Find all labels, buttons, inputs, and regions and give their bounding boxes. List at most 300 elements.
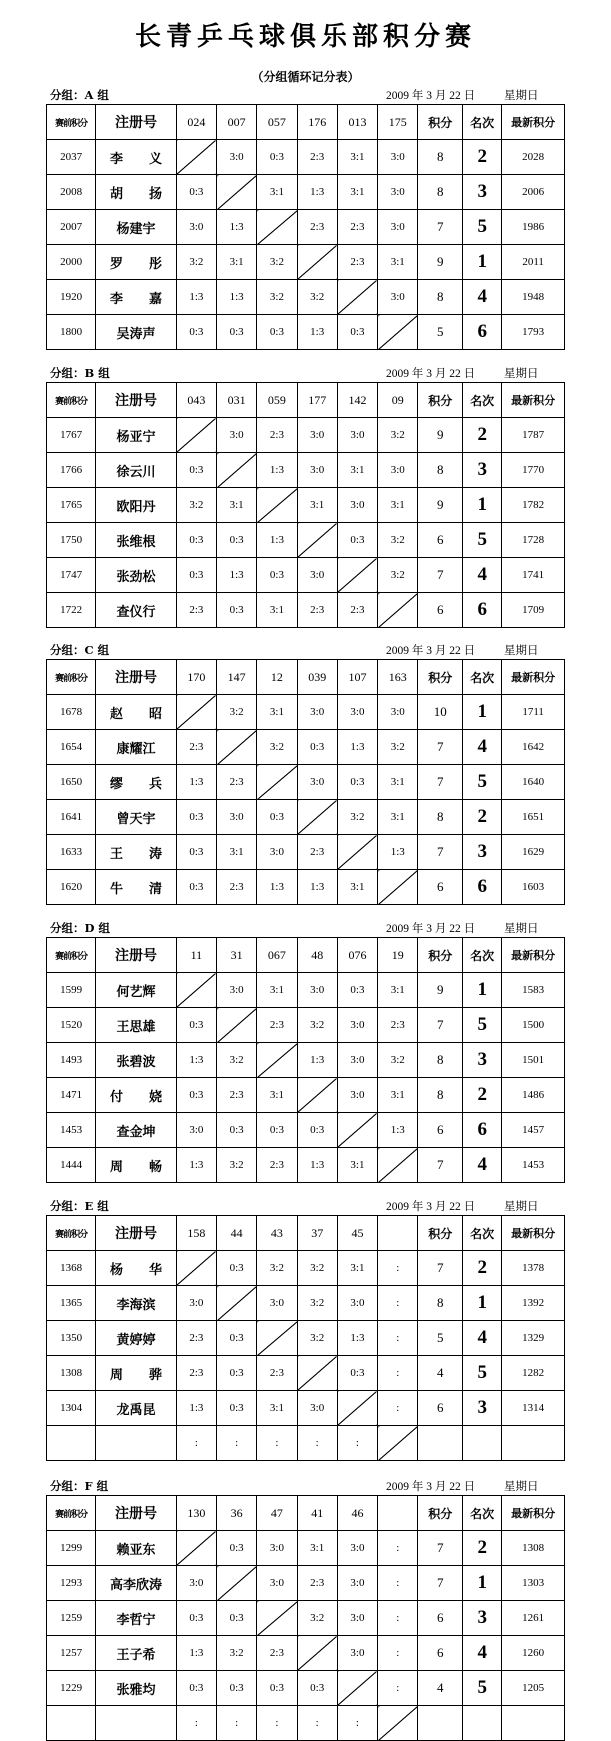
match-score: 0:3: [176, 523, 216, 558]
table-row: [47, 140, 565, 175]
match-score: 3:0: [337, 1636, 377, 1671]
pre-score: 1293: [47, 1566, 96, 1601]
match-score: 0:3: [257, 140, 297, 175]
rank: 2: [463, 1078, 502, 1113]
rank: 1: [463, 1286, 502, 1321]
player-name: 杨 华: [96, 1251, 177, 1286]
match-score: 0:3: [337, 973, 377, 1008]
new-score: 1787: [502, 418, 565, 453]
player-name: 杨亚宁: [96, 418, 177, 453]
group-name: 分组：B 组: [50, 366, 110, 380]
table-header-row: [47, 660, 565, 695]
match-score: 0:3: [217, 1671, 257, 1706]
group-header: [46, 919, 565, 937]
pre-score: 1765: [47, 488, 96, 523]
table-header-row: [47, 383, 565, 418]
rank: 3: [463, 1043, 502, 1078]
match-score: 3:2: [378, 418, 418, 453]
match-score: [257, 1321, 297, 1356]
group-header: [46, 1197, 565, 1215]
match-score: 0:3: [176, 558, 216, 593]
match-score: 1:3: [297, 870, 337, 905]
match-score: 0:3: [217, 523, 257, 558]
table-row: [47, 1321, 565, 1356]
match-score: 2:3: [176, 730, 216, 765]
pre-score: 1493: [47, 1043, 96, 1078]
player-name: 王 涛: [96, 835, 177, 870]
match-score: :: [257, 1706, 297, 1741]
points: 6: [418, 1113, 463, 1148]
player-name: 曾天宇: [96, 800, 177, 835]
header-opponent: 19: [378, 938, 418, 973]
match-score: 3:0: [257, 1531, 297, 1566]
pre-score: 1599: [47, 973, 96, 1008]
match-score: [257, 1043, 297, 1078]
header-pre-score: 赛前积分: [47, 660, 96, 695]
match-score: 3:2: [297, 1251, 337, 1286]
player-name: 查金坤: [96, 1113, 177, 1148]
match-score: [217, 1286, 257, 1321]
points: 4: [418, 1671, 463, 1706]
points: 6: [418, 523, 463, 558]
match-score: 3:1: [337, 870, 377, 905]
match-score: 3:0: [297, 453, 337, 488]
rank: 4: [463, 1321, 502, 1356]
points: [418, 1426, 463, 1461]
match-score: 3:0: [217, 973, 257, 1008]
pre-score: 2000: [47, 245, 96, 280]
match-score: 3:2: [297, 1321, 337, 1356]
match-score: 1:3: [297, 1148, 337, 1183]
header-pre-score: 赛前积分: [47, 1496, 96, 1531]
table-row: [47, 1113, 565, 1148]
rank: 5: [463, 765, 502, 800]
rank: 3: [463, 1601, 502, 1636]
table-row: [47, 175, 565, 210]
points: 7: [418, 1566, 463, 1601]
match-score: 1:3: [297, 315, 337, 350]
match-score: 0:3: [176, 1008, 216, 1043]
match-score: 2:3: [297, 835, 337, 870]
player-name: 查仪行: [96, 593, 177, 628]
match-weekday: 星期日: [504, 643, 539, 657]
match-score: 3:0: [217, 140, 257, 175]
pre-score: 1259: [47, 1601, 96, 1636]
player-name: 牛 清: [96, 870, 177, 905]
match-score: 0:3: [176, 175, 216, 210]
header-points: 积分: [418, 1496, 463, 1531]
header-rank: 名次: [463, 1496, 502, 1531]
table-row: [47, 1043, 565, 1078]
group-name: 分组：E 组: [50, 1199, 109, 1213]
header-opponent: 44: [217, 1216, 257, 1251]
match-score: 0:3: [176, 800, 216, 835]
match-score: 3:2: [297, 1601, 337, 1636]
new-score: 1260: [502, 1636, 565, 1671]
header-points: 积分: [418, 383, 463, 418]
pre-score: 1229: [47, 1671, 96, 1706]
match-score: 3:0: [337, 695, 377, 730]
new-score: 1709: [502, 593, 565, 628]
table-row: [47, 1706, 565, 1741]
header-new-score: 最新积分: [502, 660, 565, 695]
points: 7: [418, 210, 463, 245]
match-score: :: [378, 1321, 418, 1356]
match-score: [378, 1426, 418, 1461]
score-table: [46, 104, 565, 350]
header-opponent: 09: [378, 383, 418, 418]
new-score: 1501: [502, 1043, 565, 1078]
table-header-row: [47, 1216, 565, 1251]
match-score: [337, 1671, 377, 1706]
table-row: [47, 418, 565, 453]
match-score: 0:3: [176, 1601, 216, 1636]
points: 6: [418, 593, 463, 628]
match-score: 0:3: [176, 1671, 216, 1706]
rank: 4: [463, 1148, 502, 1183]
match-score: 0:3: [217, 1391, 257, 1426]
header-opponent: 43: [257, 1216, 297, 1251]
match-score: 1:3: [297, 175, 337, 210]
match-date: 2009 年 3 月 22 日: [386, 1481, 476, 1493]
new-score: 1205: [502, 1671, 565, 1706]
player-name: 付 娆: [96, 1078, 177, 1113]
pre-score: 1308: [47, 1356, 96, 1391]
table-row: [47, 1148, 565, 1183]
points: 6: [418, 1391, 463, 1426]
points: 7: [418, 558, 463, 593]
match-score: 2:3: [217, 870, 257, 905]
points: 7: [418, 765, 463, 800]
header-pre-score: 赛前积分: [47, 1216, 96, 1251]
match-score: 0:3: [217, 315, 257, 350]
pre-score: 1750: [47, 523, 96, 558]
match-weekday: 星期日: [504, 1199, 539, 1213]
table-row: [47, 1601, 565, 1636]
match-score: 3:0: [297, 1391, 337, 1426]
match-score: [217, 175, 257, 210]
match-score: 0:3: [337, 765, 377, 800]
table-header-row: [47, 105, 565, 140]
player-name: 赵 昭: [96, 695, 177, 730]
new-score: 1329: [502, 1321, 565, 1356]
match-score: 2:3: [257, 1148, 297, 1183]
match-score: 0:3: [257, 558, 297, 593]
header-opponent: 158: [176, 1216, 216, 1251]
player-name: 罗 彤: [96, 245, 177, 280]
rank: 4: [463, 558, 502, 593]
new-score: 1303: [502, 1566, 565, 1601]
header-new-score: 最新积分: [502, 383, 565, 418]
header-new-score: 最新积分: [502, 1496, 565, 1531]
match-score: 3:0: [217, 800, 257, 835]
player-name: 杨建宇: [96, 210, 177, 245]
pre-score: 1800: [47, 315, 96, 350]
table-row: [47, 453, 565, 488]
match-score: 3:1: [378, 1078, 418, 1113]
match-score: 3:2: [297, 1286, 337, 1321]
match-score: 3:1: [217, 835, 257, 870]
match-score: :: [217, 1426, 257, 1461]
score-table: [46, 382, 565, 628]
new-score: 1728: [502, 523, 565, 558]
match-score: 3:1: [217, 245, 257, 280]
match-score: 3:1: [378, 245, 418, 280]
group-name: 分组：F 组: [50, 1479, 109, 1493]
table-row: [47, 1286, 565, 1321]
match-score: [217, 730, 257, 765]
player-name: 龙禹昆: [96, 1391, 177, 1426]
header-reg-number: 注册号: [96, 105, 177, 140]
match-score: 3:0: [257, 835, 297, 870]
points: 8: [418, 1043, 463, 1078]
match-score: [176, 1531, 216, 1566]
group-2: [46, 641, 565, 905]
pre-score: 1620: [47, 870, 96, 905]
match-score: 3:0: [337, 1043, 377, 1078]
rank: 6: [463, 593, 502, 628]
new-score: [502, 1706, 565, 1741]
header-opponent: 177: [297, 383, 337, 418]
match-score: 3:0: [378, 210, 418, 245]
match-score: 0:3: [217, 1601, 257, 1636]
header-opponent: 031: [217, 383, 257, 418]
player-name: 张雅均: [96, 1671, 177, 1706]
points: 4: [418, 1356, 463, 1391]
points: 8: [418, 280, 463, 315]
match-score: [257, 210, 297, 245]
table-row: [47, 1671, 565, 1706]
new-score: 2011: [502, 245, 565, 280]
new-score: 1453: [502, 1148, 565, 1183]
match-score: 1:3: [176, 1148, 216, 1183]
match-score: 2:3: [176, 1356, 216, 1391]
header-points: 积分: [418, 660, 463, 695]
match-score: 2:3: [176, 1321, 216, 1356]
header-opponent: 175: [378, 105, 418, 140]
match-score: 3:2: [176, 245, 216, 280]
new-score: 1314: [502, 1391, 565, 1426]
match-score: :: [257, 1426, 297, 1461]
match-score: 2:3: [257, 418, 297, 453]
match-date: 2009 年 3 月 22 日: [386, 368, 476, 380]
match-score: 3:0: [378, 695, 418, 730]
match-score: 3:1: [257, 1391, 297, 1426]
match-score: 3:1: [337, 140, 377, 175]
match-score: [297, 1356, 337, 1391]
points: 6: [418, 1636, 463, 1671]
group-header: [46, 86, 565, 104]
header-opponent: 024: [176, 105, 216, 140]
table-row: [47, 593, 565, 628]
new-score: 1629: [502, 835, 565, 870]
table-row: [47, 1531, 565, 1566]
match-score: [176, 1251, 216, 1286]
match-score: 3:0: [337, 488, 377, 523]
header-opponent: 130: [176, 1496, 216, 1531]
new-score: 1711: [502, 695, 565, 730]
match-score: 3:0: [176, 1566, 216, 1601]
match-score: [337, 280, 377, 315]
match-date: 2009 年 3 月 22 日: [386, 923, 476, 935]
table-row: [47, 973, 565, 1008]
new-score: 1986: [502, 210, 565, 245]
match-score: 3:1: [257, 175, 297, 210]
player-name: 徐云川: [96, 453, 177, 488]
header-opponent: 12: [257, 660, 297, 695]
match-score: 3:0: [297, 418, 337, 453]
match-score: [378, 1148, 418, 1183]
pre-score: 1633: [47, 835, 96, 870]
pre-score: 1520: [47, 1008, 96, 1043]
header-pre-score: 赛前积分: [47, 105, 96, 140]
new-score: 1392: [502, 1286, 565, 1321]
rank: 1: [463, 488, 502, 523]
new-score: 1770: [502, 453, 565, 488]
header-reg-number: 注册号: [96, 1216, 177, 1251]
match-score: 1:3: [217, 210, 257, 245]
match-score: 2:3: [257, 1008, 297, 1043]
match-score: 3:2: [378, 730, 418, 765]
points: 5: [418, 1321, 463, 1356]
match-score: 3:1: [337, 1148, 377, 1183]
player-name: 黄婷婷: [96, 1321, 177, 1356]
player-name: 周 骅: [96, 1356, 177, 1391]
match-score: 3:0: [176, 1113, 216, 1148]
points: 8: [418, 1286, 463, 1321]
match-score: 0:3: [176, 315, 216, 350]
group-0: [46, 86, 565, 350]
match-score: 3:0: [297, 765, 337, 800]
match-score: :: [378, 1251, 418, 1286]
pre-score: 1368: [47, 1251, 96, 1286]
match-score: 1:3: [378, 835, 418, 870]
match-score: 3:0: [337, 1601, 377, 1636]
header-opponent: 142: [337, 383, 377, 418]
match-score: 3:1: [217, 488, 257, 523]
match-score: 1:3: [257, 870, 297, 905]
match-score: [297, 245, 337, 280]
pre-score: 1678: [47, 695, 96, 730]
player-name: 李 义: [96, 140, 177, 175]
match-score: [297, 1636, 337, 1671]
header-rank: 名次: [463, 105, 502, 140]
rank: 4: [463, 280, 502, 315]
header-opponent: 41: [297, 1496, 337, 1531]
header-points: 积分: [418, 1216, 463, 1251]
header-opponent: 043: [176, 383, 216, 418]
table-header-row: [47, 938, 565, 973]
header-opponent: 163: [378, 660, 418, 695]
match-score: 3:1: [257, 593, 297, 628]
new-score: 2028: [502, 140, 565, 175]
table-row: [47, 1426, 565, 1461]
points: 7: [418, 730, 463, 765]
table-row: [47, 695, 565, 730]
match-score: 3:1: [378, 973, 418, 1008]
new-score: 1457: [502, 1113, 565, 1148]
match-score: 1:3: [176, 280, 216, 315]
player-name: 王子希: [96, 1636, 177, 1671]
header-new-score: 最新积分: [502, 938, 565, 973]
match-score: :: [297, 1426, 337, 1461]
table-row: [47, 1251, 565, 1286]
points: 7: [418, 1148, 463, 1183]
match-score: 0:3: [297, 1671, 337, 1706]
match-score: 0:3: [297, 1113, 337, 1148]
pre-score: 1471: [47, 1078, 96, 1113]
match-score: 3:0: [378, 280, 418, 315]
match-score: 2:3: [297, 1566, 337, 1601]
points: 10: [418, 695, 463, 730]
match-score: [176, 695, 216, 730]
match-score: 0:3: [257, 800, 297, 835]
table-row: [47, 1636, 565, 1671]
match-score: [217, 453, 257, 488]
match-score: 3:0: [378, 175, 418, 210]
group-name: 分组：A 组: [50, 88, 109, 102]
player-name: 吴涛声: [96, 315, 177, 350]
score-table: [46, 1215, 565, 1461]
points: 8: [418, 453, 463, 488]
match-score: 3:2: [217, 695, 257, 730]
match-score: [257, 765, 297, 800]
new-score: 1948: [502, 280, 565, 315]
pre-score: 1767: [47, 418, 96, 453]
match-score: :: [337, 1706, 377, 1741]
header-opponent: 36: [217, 1496, 257, 1531]
match-score: 2:3: [217, 1078, 257, 1113]
match-score: 3:0: [337, 1566, 377, 1601]
new-score: 1651: [502, 800, 565, 835]
pre-score: [47, 1706, 96, 1741]
pre-score: 1722: [47, 593, 96, 628]
table-row: [47, 765, 565, 800]
player-name: 王思雄: [96, 1008, 177, 1043]
header-opponent: 170: [176, 660, 216, 695]
table-row: [47, 835, 565, 870]
match-date: 2009 年 3 月 22 日: [386, 1201, 476, 1213]
rank: 1: [463, 245, 502, 280]
player-name: [96, 1706, 177, 1741]
rank: 5: [463, 1008, 502, 1043]
match-score: 2:3: [217, 765, 257, 800]
group-4: [46, 1197, 565, 1461]
header-rank: 名次: [463, 660, 502, 695]
header-opponent: 059: [257, 383, 297, 418]
match-score: 0:3: [337, 523, 377, 558]
match-score: 2:3: [176, 593, 216, 628]
header-pre-score: 赛前积分: [47, 383, 96, 418]
header-rank: 名次: [463, 938, 502, 973]
match-score: 0:3: [337, 315, 377, 350]
match-score: 1:3: [217, 558, 257, 593]
header-new-score: 最新积分: [502, 105, 565, 140]
match-score: 3:0: [378, 453, 418, 488]
header-pre-score: 赛前积分: [47, 938, 96, 973]
pre-score: 1654: [47, 730, 96, 765]
header-opponent: [378, 1216, 418, 1251]
match-score: 3:2: [217, 1148, 257, 1183]
rank: 2: [463, 418, 502, 453]
header-rank: 名次: [463, 383, 502, 418]
header-opponent: [378, 1496, 418, 1531]
match-score: :: [378, 1566, 418, 1601]
match-score: :: [378, 1356, 418, 1391]
player-name: 赖亚东: [96, 1531, 177, 1566]
page-subtitle: （分组循环记分表）: [251, 70, 360, 84]
match-score: 3:2: [378, 1043, 418, 1078]
